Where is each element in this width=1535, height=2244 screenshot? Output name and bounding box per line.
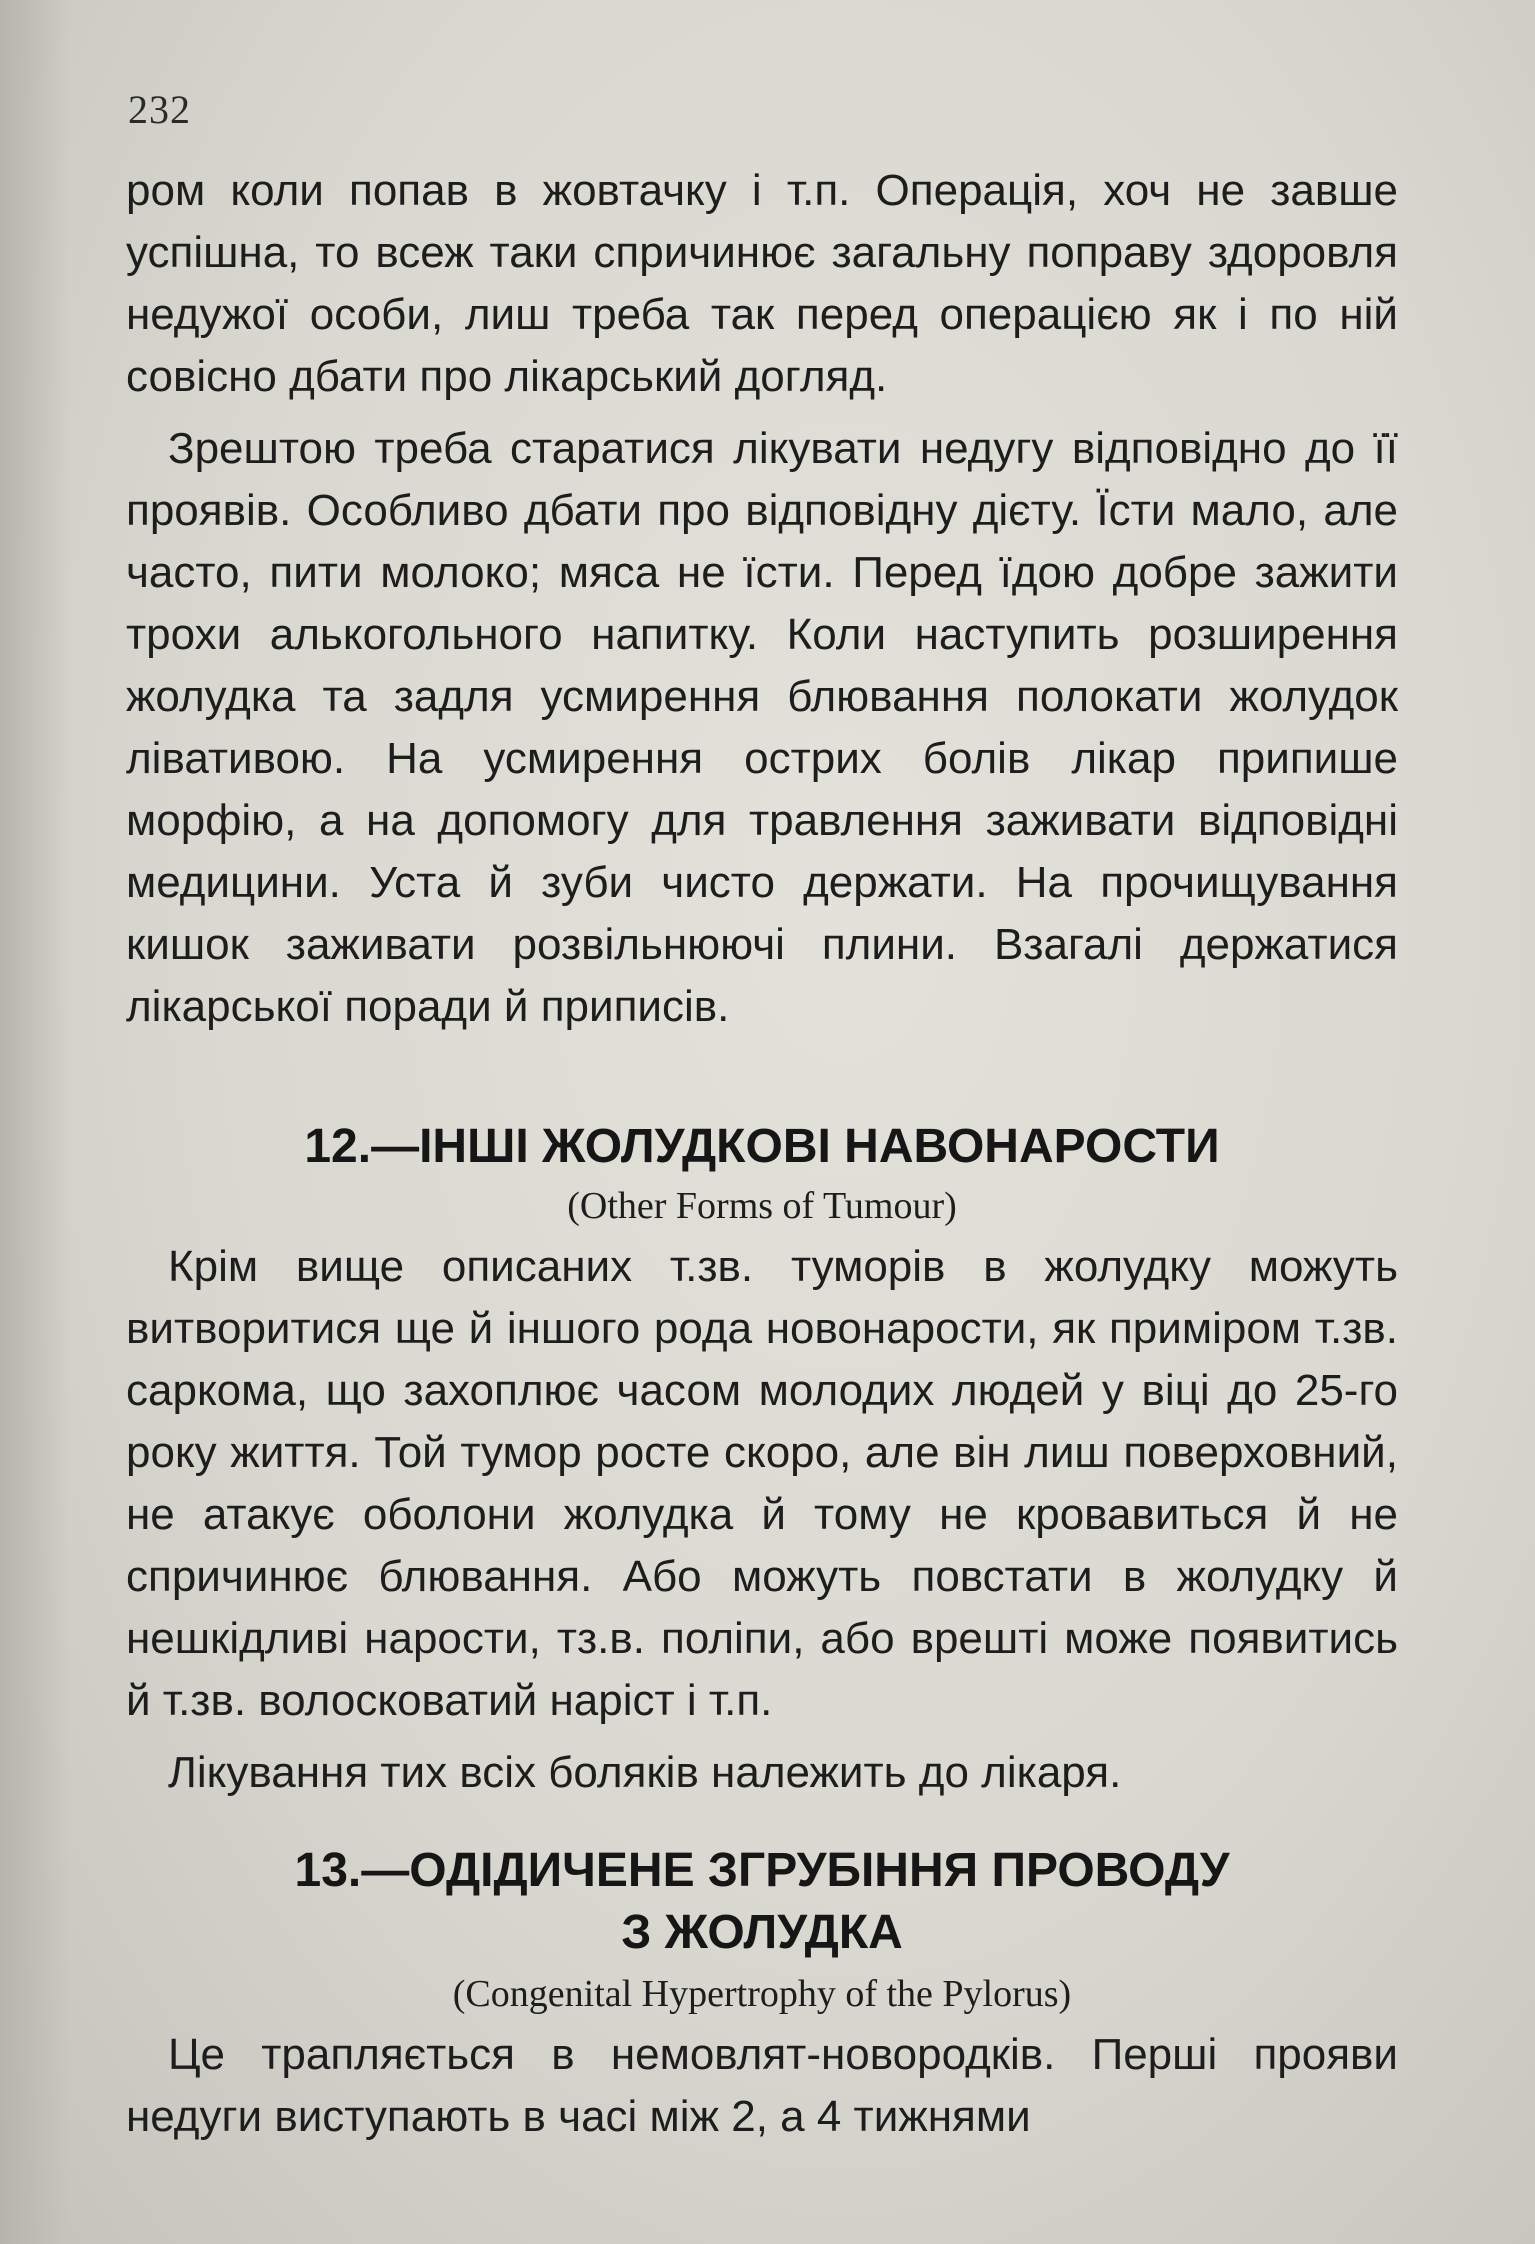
section-13-text [126,2024,1398,2148]
paragraph: Лікування тих всіх боляків належить до лікаря. [168,1748,1122,1797]
paragraph: Зрештою треба старатися лікувати недугу відповідно до її проявів. Особливо дбати про відповідну дієту. Їсти мало, але часто, пити молоко; мяса не їсти. Перед їдою добре зажити трохи алькогольного напитку. Коли наступить розширення жолудка та задля усмирення блювання полокати жолудок лівативою. На усмирення острих болів лікар припише морфію, а на допомогу для травлення заживати відповідні медицини. Уста й зуби чисто держати. На прочищування кишок заживати розвільнюючі плини. Взагалі держатися лікарської поради й приписів. [126,424,1398,1031]
paragraph: Це трапляється в немовлят-новородків. Перші прояви недуги виступають в часі між 2, а 4 тижнями [126,2030,1398,2141]
continuation-text [126,160,1398,1038]
paragraph: ром коли попав в жовтачку і т.п. Операція, хоч не завше успішна, то всеж таки спричинює загальну поправу здоровля недужої особи, лиш треба так перед операцією як і по ній совісно дбати про лікарський догляд. [126,166,1398,401]
section-12-heading: 12.—ІНШІ ЖОЛУДКОВІ НАВОНАРОСТИ [304,1120,1220,1173]
section-13-heading-line-2: З ЖОЛУДКА [621,1906,903,1959]
paragraph: Крім вище описаних т.зв. туморів в жолудку можуть витворитися ще й іншого рода новонарости, як приміром т.зв. саркома, що захоплює часом молодих людей у віці до 25-го року життя. Той тумор росте скоро, але він лиш поверховний, не атакує оболони жолудка й тому не кровавиться й не спричинює блювання. Або можуть повстати в жолудку й нешкідливі нарости, тз.в. поліпи, або врешті може появитись й т.зв. волосковатий наріст і т.п. [126,1242,1398,1725]
section-12-text [126,1236,1398,1804]
section-13-subheading: (Congenital Hypertrophy of the Pylorus) [452,1973,1072,2015]
section-12-subheading: (Other Forms of Tumour) [567,1185,957,1227]
page-number: 232 [128,87,191,132]
page-spine-shadow [0,0,70,2244]
section-13-heading-line-1: 13.—ОДІДИЧЕНЕ ЗГРУБІННЯ ПРОВОДУ [294,1844,1230,1897]
